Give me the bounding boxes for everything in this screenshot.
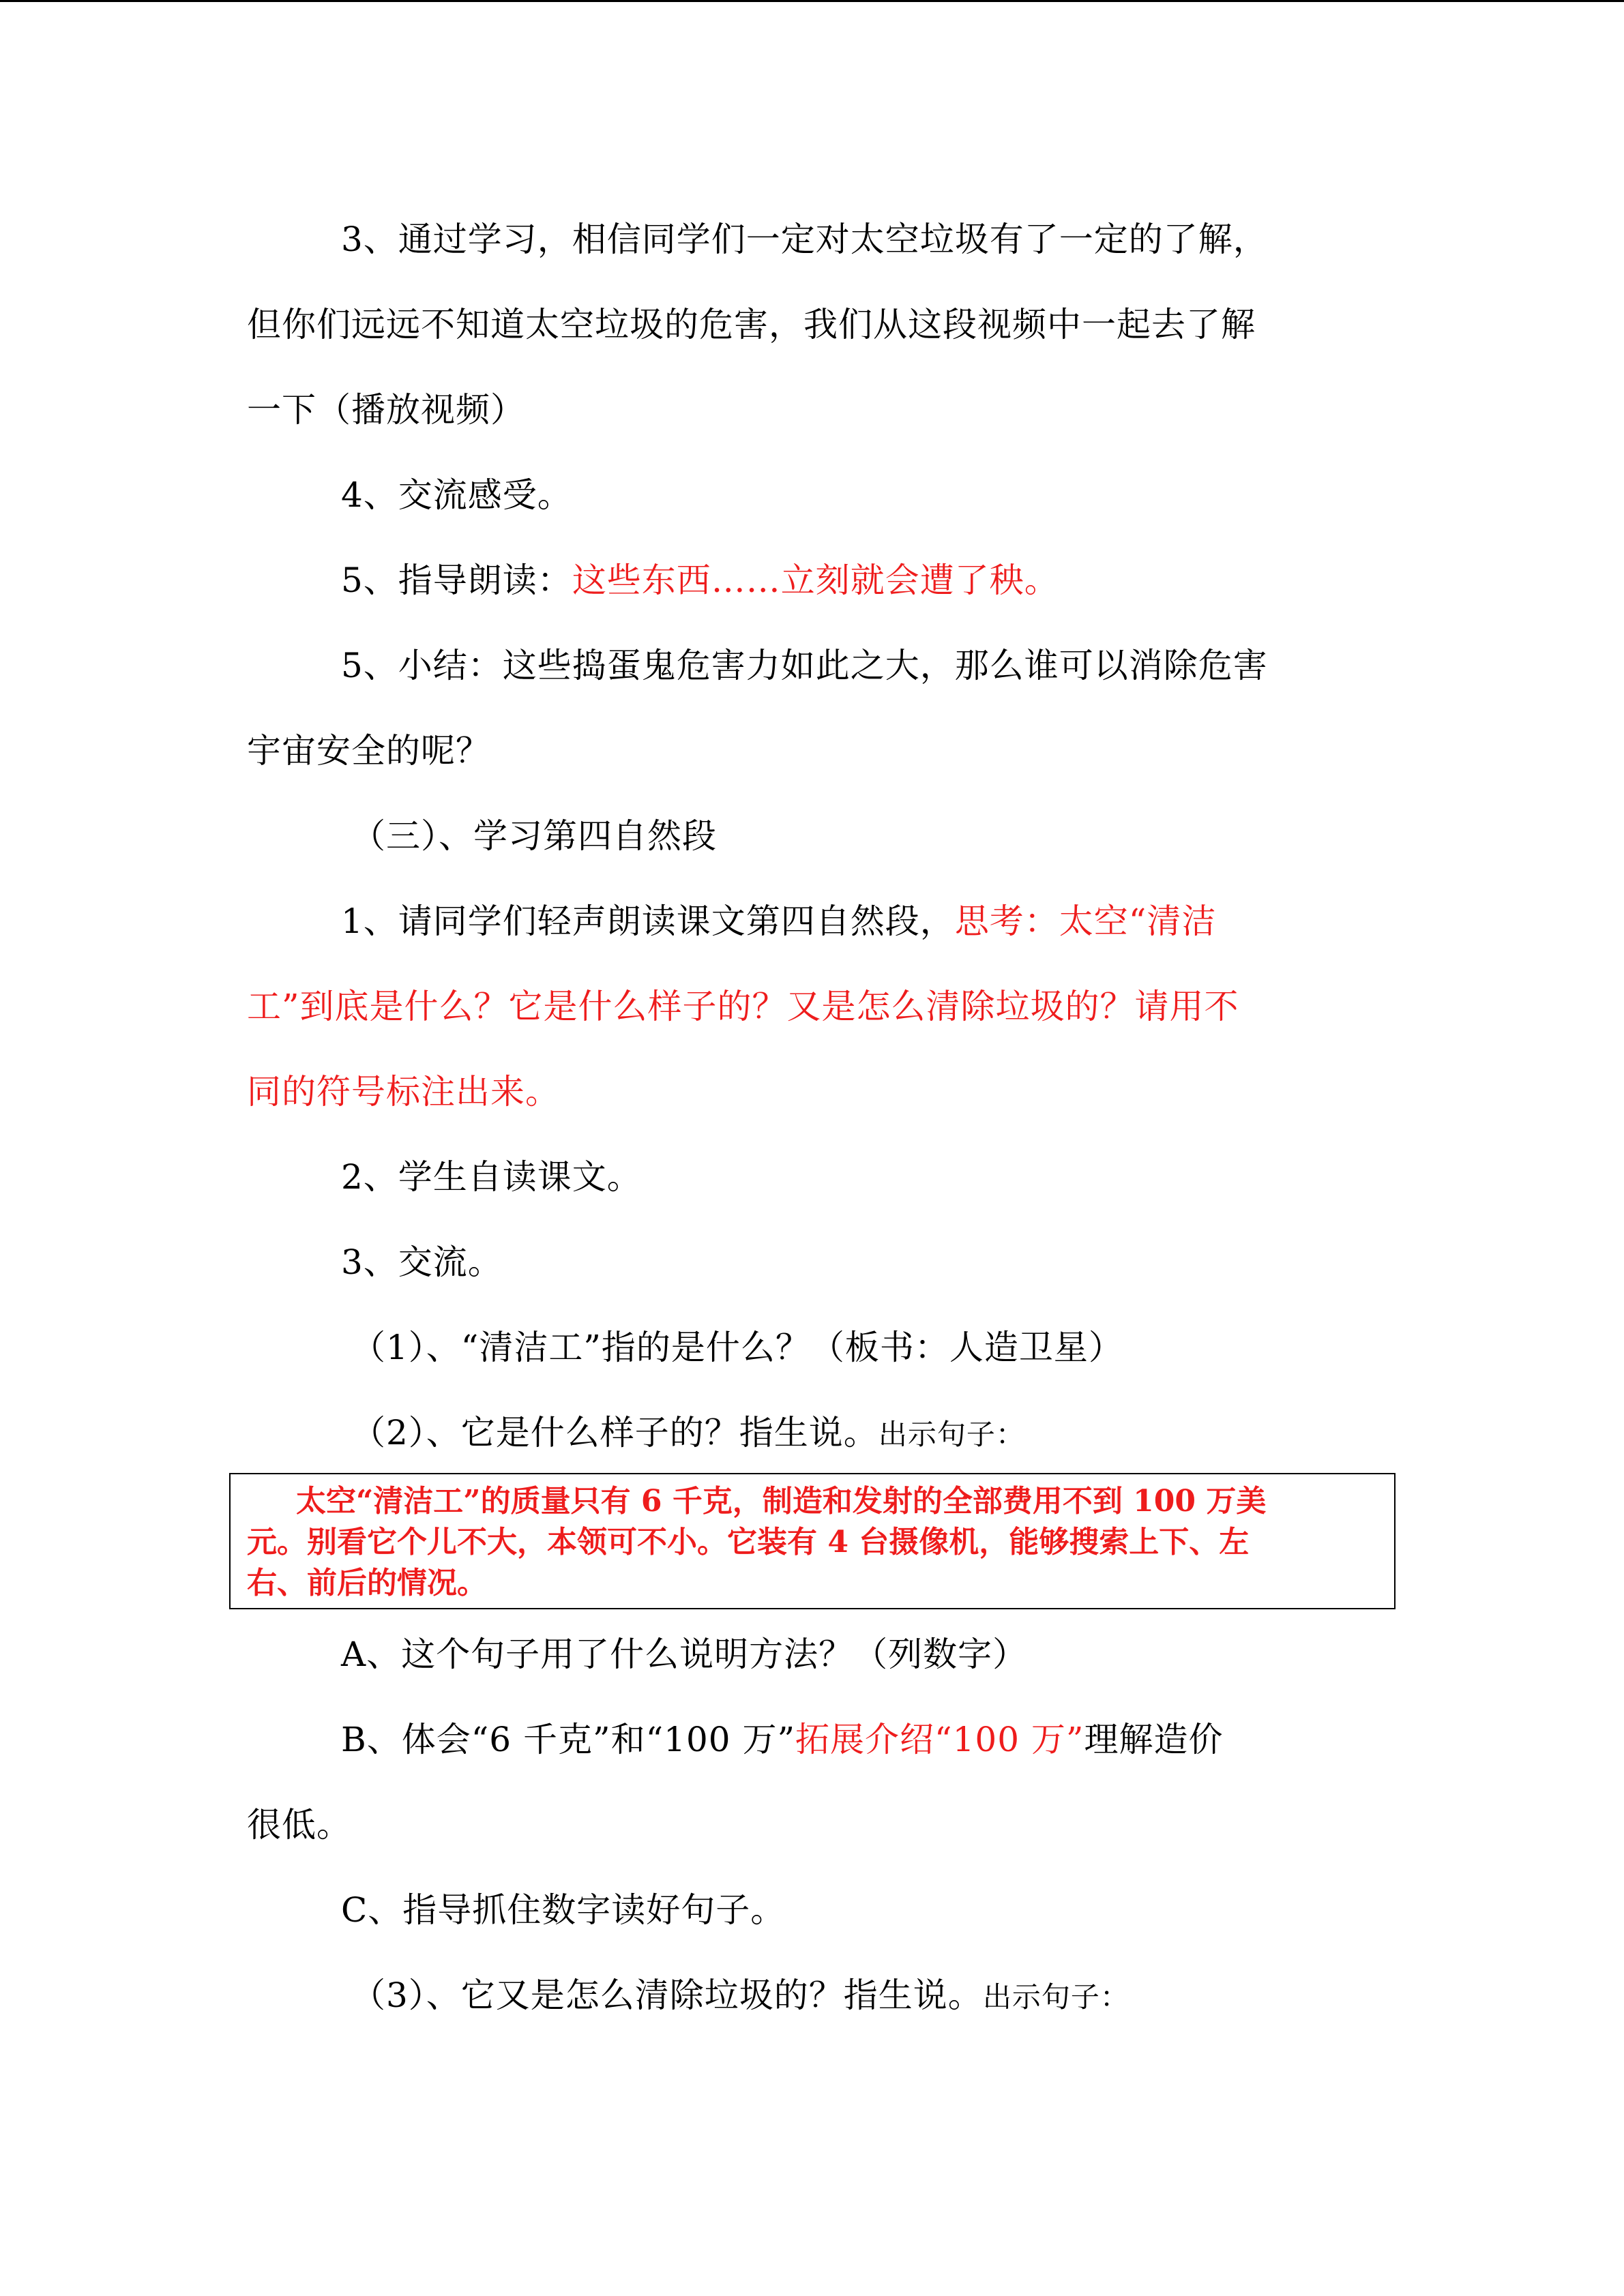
question-1-highlight: 思考：太空“清洁 — [954, 901, 1217, 941]
point-b-line-1 — [341, 1719, 1223, 1760]
quote-line-2: 元。别看它个儿不大，本领可不小。它装有 4 台摄像机，能够搜索上下、左 — [247, 1525, 1250, 1560]
section-heading: （三）、学习第四自然段 — [351, 816, 717, 856]
summary-line-2: 宇宙安全的呢？ — [247, 731, 490, 771]
item-2 — [351, 1412, 1025, 1455]
paragraph-4: 4、交流感受。 — [341, 475, 572, 515]
quote-line-1: 太空“清洁工”的质量只有 6 千克，制造和发射的全部费用不到 100 万美 — [296, 1484, 1267, 1519]
item-3 — [351, 1975, 1130, 2018]
item-2-small: 出示句子： — [878, 1418, 1025, 1451]
question-1-line-1 — [341, 901, 1216, 942]
question-2: 2、学生自读课文。 — [341, 1157, 642, 1197]
item-3-small: 出示句子： — [982, 1980, 1130, 2014]
paragraph-5-highlight: 这些东西……立刻就会遭了秧。 — [572, 561, 1059, 600]
item-1: （1）、“清洁工”指的是什么？（板书：人造卫星） — [351, 1328, 1123, 1367]
item-3-main: （3）、它又是怎么清除垃圾的？指生说。 — [351, 1976, 983, 2015]
point-c: C、指导抓住数字读好句子。 — [341, 1890, 786, 1930]
point-b-prefix: B、体会“6 千克”和“100 万” — [341, 1720, 796, 1759]
point-a: A、这个句子用了什么说明方法？（列数字） — [341, 1635, 1028, 1674]
quote-box — [229, 1473, 1396, 1609]
paragraph-3-line-3: 一下（播放视频） — [247, 390, 525, 430]
paragraph-3-line-1: 3、通过学习，相信同学们一定对太空垃圾有了一定的了解， — [341, 220, 1268, 259]
point-b-suffix: 理解造价 — [1084, 1720, 1224, 1759]
point-b-line-2: 很低。 — [247, 1805, 351, 1845]
question-1-line-3: 同的符号标注出来。 — [247, 1072, 560, 1112]
paragraph-5-prefix: 5、指导朗读： — [341, 561, 572, 600]
question-3: 3、交流。 — [341, 1242, 503, 1282]
paragraph-3-line-2: 但你们远远不知道太空垃圾的危害，我们从这段视频中一起去了解 — [247, 305, 1256, 344]
item-2-main: （2）、它是什么样子的？指生说。 — [351, 1413, 879, 1452]
question-1-prefix: 1、请同学们轻声朗读课文第四自然段， — [341, 901, 955, 941]
question-1-line-2: 工”到底是什么？它是什么样子的？又是怎么清除垃圾的？请用不 — [247, 987, 1239, 1026]
paragraph-5 — [341, 560, 1059, 601]
summary-line-1: 5、小结：这些捣蛋鬼危害力如此之大，那么谁可以消除危害 — [341, 646, 1268, 685]
quote-line-3: 右、前后的情况。 — [247, 1566, 487, 1600]
point-b-highlight: 拓展介绍“100 万” — [795, 1720, 1084, 1759]
